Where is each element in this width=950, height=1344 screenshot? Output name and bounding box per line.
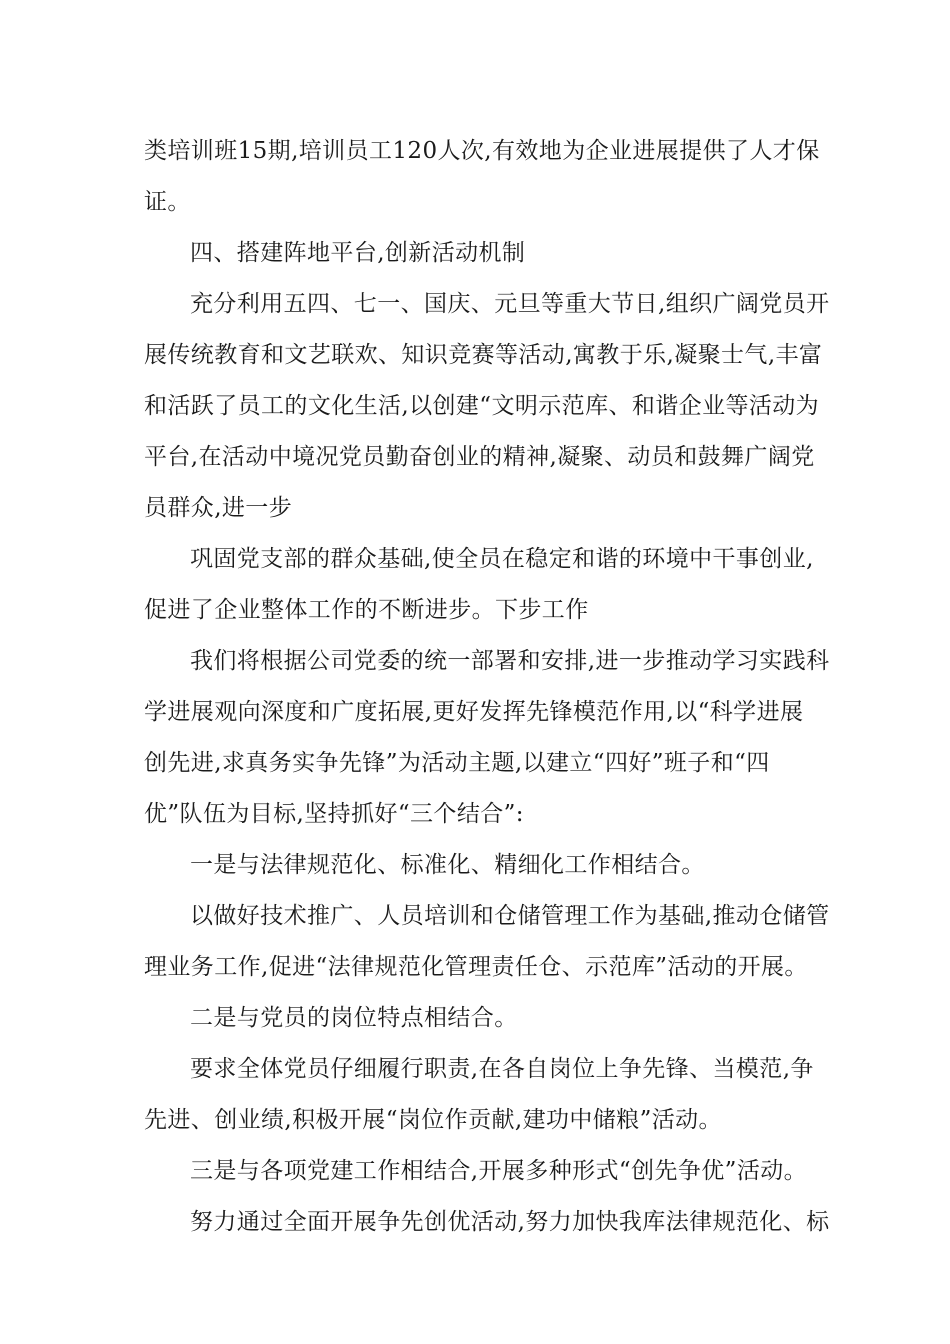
text-line: 要求全体党员仔细履行职责,在各自岗位上争先锋、当模范,争 <box>190 1056 814 1082</box>
text-line: 员群众,进一步 <box>144 495 293 521</box>
text-line: 证。 <box>144 189 191 215</box>
text-line: 优”队伍为目标,坚持抓好“三个结合”: <box>144 801 524 827</box>
text-line: 充分利用五四、七一、国庆、元旦等重大节日,组织广阔党员开 <box>190 291 830 317</box>
text-line: 创先进,求真务实争先锋”为活动主题,以建立“四好”班子和“四 <box>144 750 770 776</box>
text-line: 努力通过全面开展争先创优活动,努力加快我库法律规范化、标 <box>190 1209 830 1235</box>
document-body <box>144 126 830 1248</box>
text-line: 巩固党支部的群众基础,使全员在稳定和谐的环境中干事创业, <box>190 546 814 572</box>
text-line: 三是与各项党建工作相结合,开展多种形式“创先争优”活动。 <box>190 1158 808 1184</box>
text-line: 学进展观向深度和广度拓展,更好发挥先锋模范作用,以“科学进展 <box>144 699 804 725</box>
text-line: 理业务工作,促进“法律规范化管理责任仓、示范库”活动的开展。 <box>144 954 808 980</box>
text-line: 以做好技术推广、人员培训和仓储管理工作为基础,推动仓储管 <box>190 903 830 929</box>
text-line: 一是与法律规范化、标准化、精细化工作相结合。 <box>190 852 705 878</box>
text-line: 我们将根据公司党委的统一部署和安排,进一步推动学习实践科 <box>190 648 830 674</box>
section-heading: 四、搭建阵地平台,创新活动机制 <box>190 240 526 266</box>
text-line: 二是与党员的岗位特点相结合。 <box>190 1005 518 1031</box>
text-line: 平台,在活动中境况党员勤奋创业的精神,凝聚、动员和鼓舞广阔党 <box>144 444 815 470</box>
text-line: 先进、创业绩,积极开展“岗位作贡献,建功中储粮”活动。 <box>144 1107 722 1133</box>
text-line: 和活跃了员工的文化生活,以创建“文明示范库、和谐企业等活动为 <box>144 393 820 419</box>
text-line: 促进了企业整体工作的不断进步。下步工作 <box>144 597 589 623</box>
text-line: 类培训班15期,培训员工120人次,有效地为企业进展提供了人才保 <box>144 138 820 164</box>
text-line: 展传统教育和文艺联欢、知识竞赛等活动,寓教于乐,凝聚士气,丰富 <box>144 342 823 368</box>
